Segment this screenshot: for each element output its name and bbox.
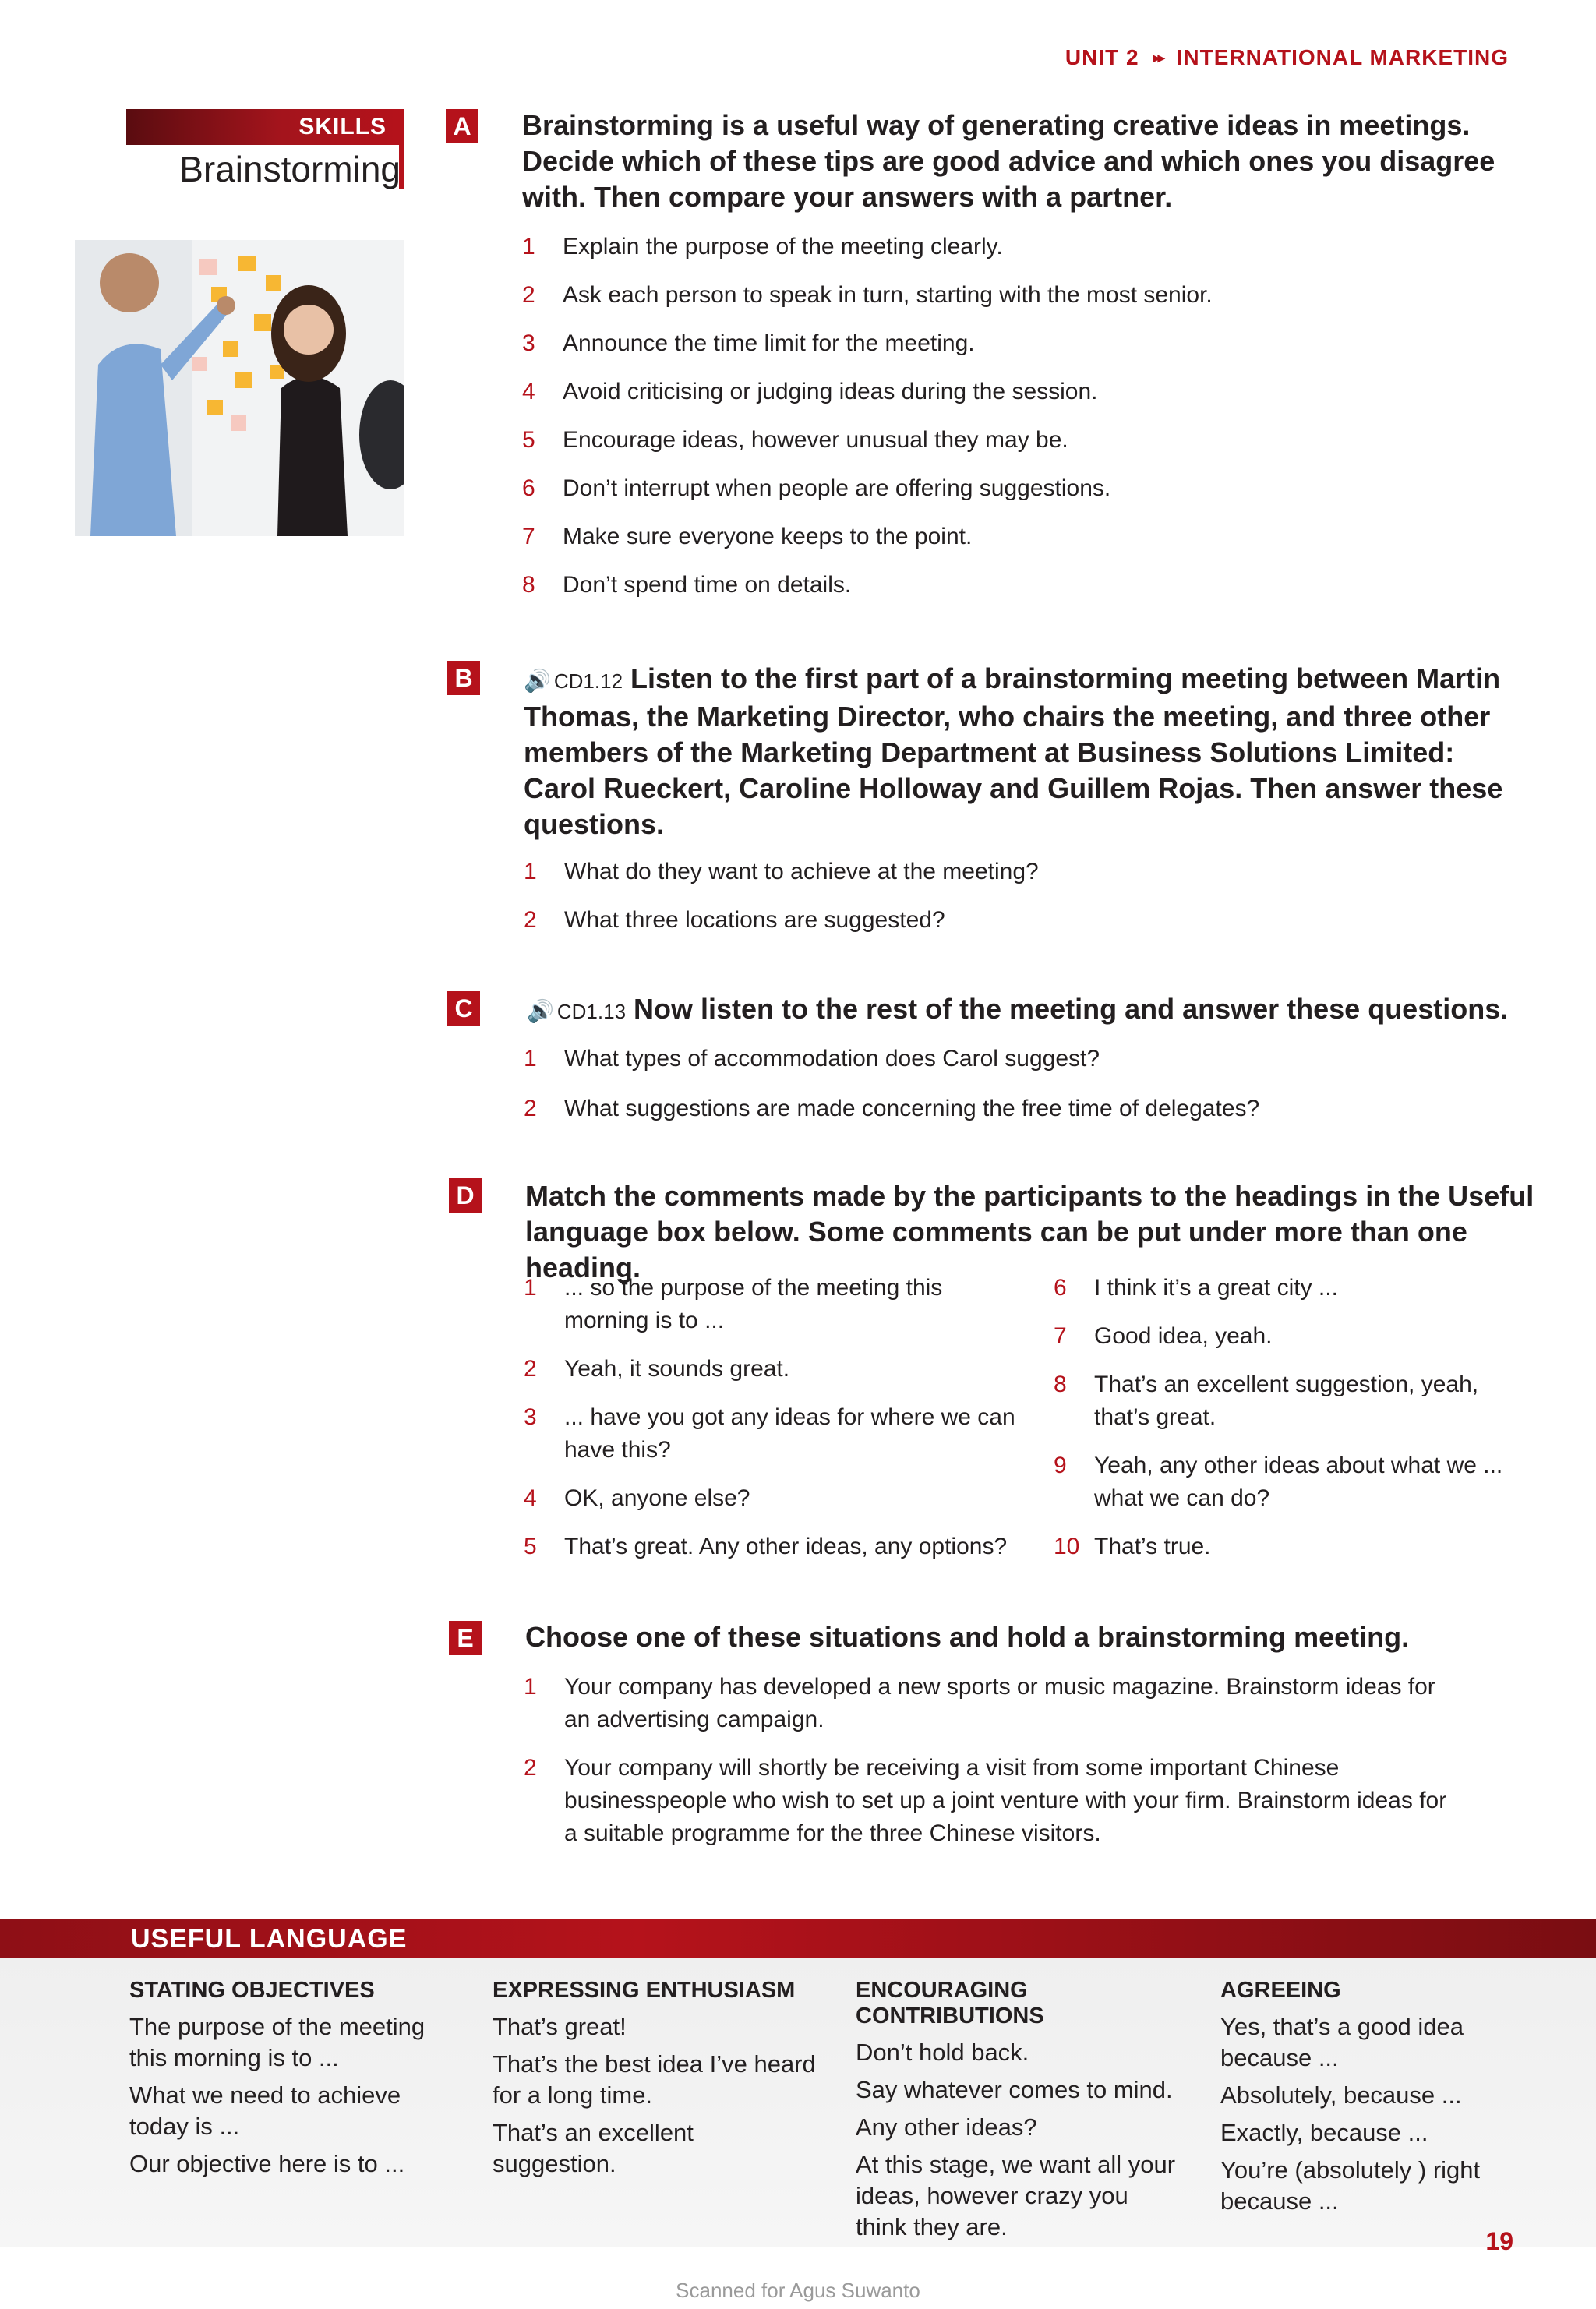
list-item: 5 Encourage ideas, however unusual they may be.	[522, 427, 1068, 453]
phrase: Yes, that’s a good idea because ...	[1220, 2013, 1464, 2071]
list-item: 4 Avoid criticising or judging ideas during the session.	[522, 379, 1098, 404]
phrase: Any other ideas?	[856, 2113, 1037, 2141]
section-b-list	[524, 856, 1537, 952]
phrase: Our objective here is to ...	[129, 2150, 405, 2177]
section-c-list	[524, 1043, 1537, 1142]
list-item: 2 Your company will shortly be receiving a visit from some important Chinese businesspeople who wish to set up a joint venture with your firm. Brainstorm ideas for a suitable programme for the three Chinese visitors.	[524, 1755, 1447, 1846]
phrase: Say whatever comes to mind.	[856, 2076, 1173, 2103]
list-item: 2 What suggestions are made concerning the free time of delegates?	[524, 1096, 1260, 1121]
skills-banner	[126, 109, 404, 145]
section-e-list	[524, 1671, 1459, 1853]
useful-language-column-agreeing	[1220, 1978, 1501, 2223]
section-d-instruction: Match the comments made by the participants to the headings in the Useful language box below. Some comments can be put under more than one heading.	[525, 1180, 1534, 1283]
speaker-icon[interactable]: 🔊	[524, 669, 551, 693]
column-heading: ENCOURAGING CONTRIBUTIONS	[856, 1978, 1044, 2028]
audio-track-label: CD1.12	[553, 669, 623, 693]
running-header	[1065, 45, 1509, 70]
section-letter-d: D	[449, 1178, 482, 1213]
list-item: 8 That’s an excellent suggestion, yeah, that’s great.	[1054, 1372, 1479, 1430]
phrase: At this stage, we want all your ideas, however crazy you think they are.	[856, 2151, 1176, 2240]
scan-watermark: Scanned for Agus Suwanto	[676, 2279, 920, 2302]
list-item: 9 Yeah, any other ideas about what we ... what we can do?	[1054, 1453, 1503, 1511]
section-letter-e: E	[449, 1621, 482, 1655]
useful-language-title: USEFUL LANGUAGE	[131, 1924, 408, 1954]
section-d-list-right	[1054, 1272, 1521, 1579]
list-item: 3 Announce the time limit for the meeting.	[522, 330, 975, 356]
useful-language-column-encouraging-contributions	[856, 1978, 1183, 2249]
phrase: Absolutely, because ...	[1220, 2081, 1462, 2109]
double-arrow-icon: ▸▸	[1153, 49, 1163, 65]
skills-label: SKILLS	[298, 114, 387, 139]
list-item: 1 Explain the purpose of the meeting clearly.	[522, 234, 1003, 259]
list-item: 4 OK, anyone else?	[524, 1485, 750, 1511]
list-item: 1 ... so the purpose of the meeting this morning is to ...	[524, 1275, 943, 1333]
list-item: 2 Yeah, it sounds great.	[524, 1356, 790, 1382]
section-c-instruction: 🔊 CD1.13 Now listen to the rest of the meeting and answer these questions.	[527, 993, 1509, 1025]
list-item: 6 I think it’s a great city ...	[1054, 1275, 1338, 1301]
section-letter-a: A	[446, 109, 478, 143]
list-item: 10 That’s true.	[1054, 1534, 1211, 1559]
column-heading: AGREEING	[1220, 1978, 1341, 2003]
unit-label: UNIT 2	[1065, 45, 1139, 69]
column-heading: STATING OBJECTIVES	[129, 1978, 375, 2003]
speaker-icon[interactable]: 🔊	[527, 999, 554, 1023]
useful-language-column-expressing-enthusiasm	[493, 1978, 820, 2186]
brainstorming-photo	[75, 240, 404, 536]
list-item: 8 Don’t spend time on details.	[522, 572, 852, 598]
useful-language-column-stating-objectives	[129, 1978, 457, 2186]
page-number: 19	[1485, 2227, 1513, 2255]
phrase: That’s the best idea I’ve heard for a long time.	[493, 2050, 816, 2109]
list-item: 1 What types of accommodation does Carol suggest?	[524, 1046, 1100, 1072]
section-e-instruction: Choose one of these situations and hold a brainstorming meeting.	[525, 1621, 1410, 1653]
phrase: That’s an excellent suggestion.	[493, 2119, 694, 2177]
list-item: 1 Your company has developed a new sports or music magazine. Brainstorm ideas for an advertising campaign.	[524, 1674, 1435, 1732]
list-item: 1 What do they want to achieve at the meeting?	[524, 859, 1039, 884]
useful-language-banner	[0, 1919, 1596, 1958]
phrase: You’re (absolutely ) right because ...	[1220, 2156, 1481, 2215]
unit-topic: INTERNATIONAL MARKETING	[1176, 45, 1509, 69]
phrase: What we need to achieve today is ...	[129, 2081, 401, 2140]
list-item: 7 Make sure everyone keeps to the point.	[522, 524, 973, 549]
page-title: Brainstorming	[179, 149, 401, 189]
section-b-instruction: 🔊 CD1.12 Listen to the first part of a brainstorming meeting between Martin Thomas, the Marketing Director, who chairs the meeting, and three other members of the Marketing Department at Business Solutions Limited: Carol Rueckert, Caroline Holloway and Guillem Rojas. Then answer these questions.	[524, 662, 1503, 840]
list-item: 5 That’s great. Any other ideas, any options?	[524, 1534, 1008, 1559]
section-a-list	[522, 231, 1535, 617]
section-d-list-left	[524, 1272, 1022, 1579]
audio-track-label: CD1.13	[556, 1000, 627, 1023]
list-item: 7 Good idea, yeah.	[1054, 1323, 1273, 1349]
phrase: The purpose of the meeting this morning is to ...	[129, 2013, 425, 2071]
list-item: 2 Ask each person to speak in turn, starting with the most senior.	[522, 282, 1213, 308]
phrase: Exactly, because ...	[1220, 2119, 1428, 2146]
section-letter-b: B	[447, 661, 480, 695]
phrase: Don’t hold back.	[856, 2039, 1029, 2066]
list-item: 6 Don’t interrupt when people are offering suggestions.	[522, 475, 1111, 501]
list-item: 3 ... have you got any ideas for where we can have this?	[524, 1404, 1015, 1463]
column-heading: EXPRESSING ENTHUSIASM	[493, 1978, 796, 2003]
phrase: That’s great!	[493, 2013, 627, 2040]
section-letter-c: C	[447, 991, 480, 1026]
list-item: 2 What three locations are suggested?	[524, 907, 945, 933]
section-a-instruction: Brainstorming is a useful way of generating creative ideas in meetings. Decide which of these tips are good advice and which ones you disagree with. Then compare your answers with a partner.	[522, 109, 1495, 213]
